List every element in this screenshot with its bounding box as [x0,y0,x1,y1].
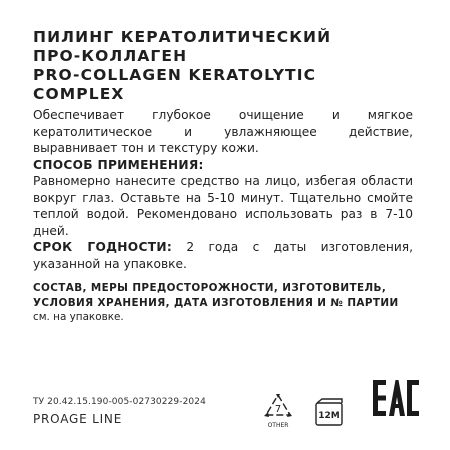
title-line-1: ПИЛИНГ КЕРАТОЛИТИЧЕСКИЙ [33,28,332,46]
recycle-number: 7 [274,404,282,415]
recycle-7-other-icon [261,391,295,431]
usage-text: Равномерно нанесите средство на лицо, избегая области вокруг глаз. Оставьте на 5-10 минут. Тщательно смойте теплой водой. Рекомендовано использовать раз в 7-10 дней. [33,174,413,238]
eac-mark-icon [371,377,421,419]
pao-label: 12M [318,411,340,421]
tu-code: ТУ 20.42.15.190-005-02730229-2024 [33,397,206,407]
conditions-note [33,281,413,325]
pao-12m-icon [311,393,347,429]
conditions-bold: СОСТАВ, МЕРЫ ПРЕДОСТОРОЖНОСТИ, ИЗГОТОВИТЕЛЬ, УСЛОВИЯ ХРАНЕНИЯ, ДАТА ИЗГОТОВЛЕНИЯ И № ПАРТИИ [33,282,399,309]
product-title [33,28,413,104]
shelf-life-heading: СРОК ГОДНОСТИ: [33,240,172,254]
recycle-label: OTHER [267,422,289,429]
label-footer [33,397,413,442]
product-description [33,107,413,272]
shelf-life-text: 2 года с даты изготовления, указанной на упаковке. [33,240,413,271]
title-line-2: ПРО-КОЛЛАГЕН [33,47,188,65]
title-line-3: PRO-COLLAGEN KERATOLYTIC [33,66,317,84]
product-label [33,28,413,325]
description-text: Обеспечивает глубокое очищение и мягкое кератолитическое и увлажняющее действие, выравнивает тон и текстуру кожи. [33,108,413,155]
conditions-text: см. на упаковке. [33,311,124,324]
usage-heading: СПОСОБ ПРИМЕНЕНИЯ: [33,157,204,172]
title-line-4: COMPLEX [33,85,125,103]
brand-name: PROAGE LINE [33,412,123,426]
